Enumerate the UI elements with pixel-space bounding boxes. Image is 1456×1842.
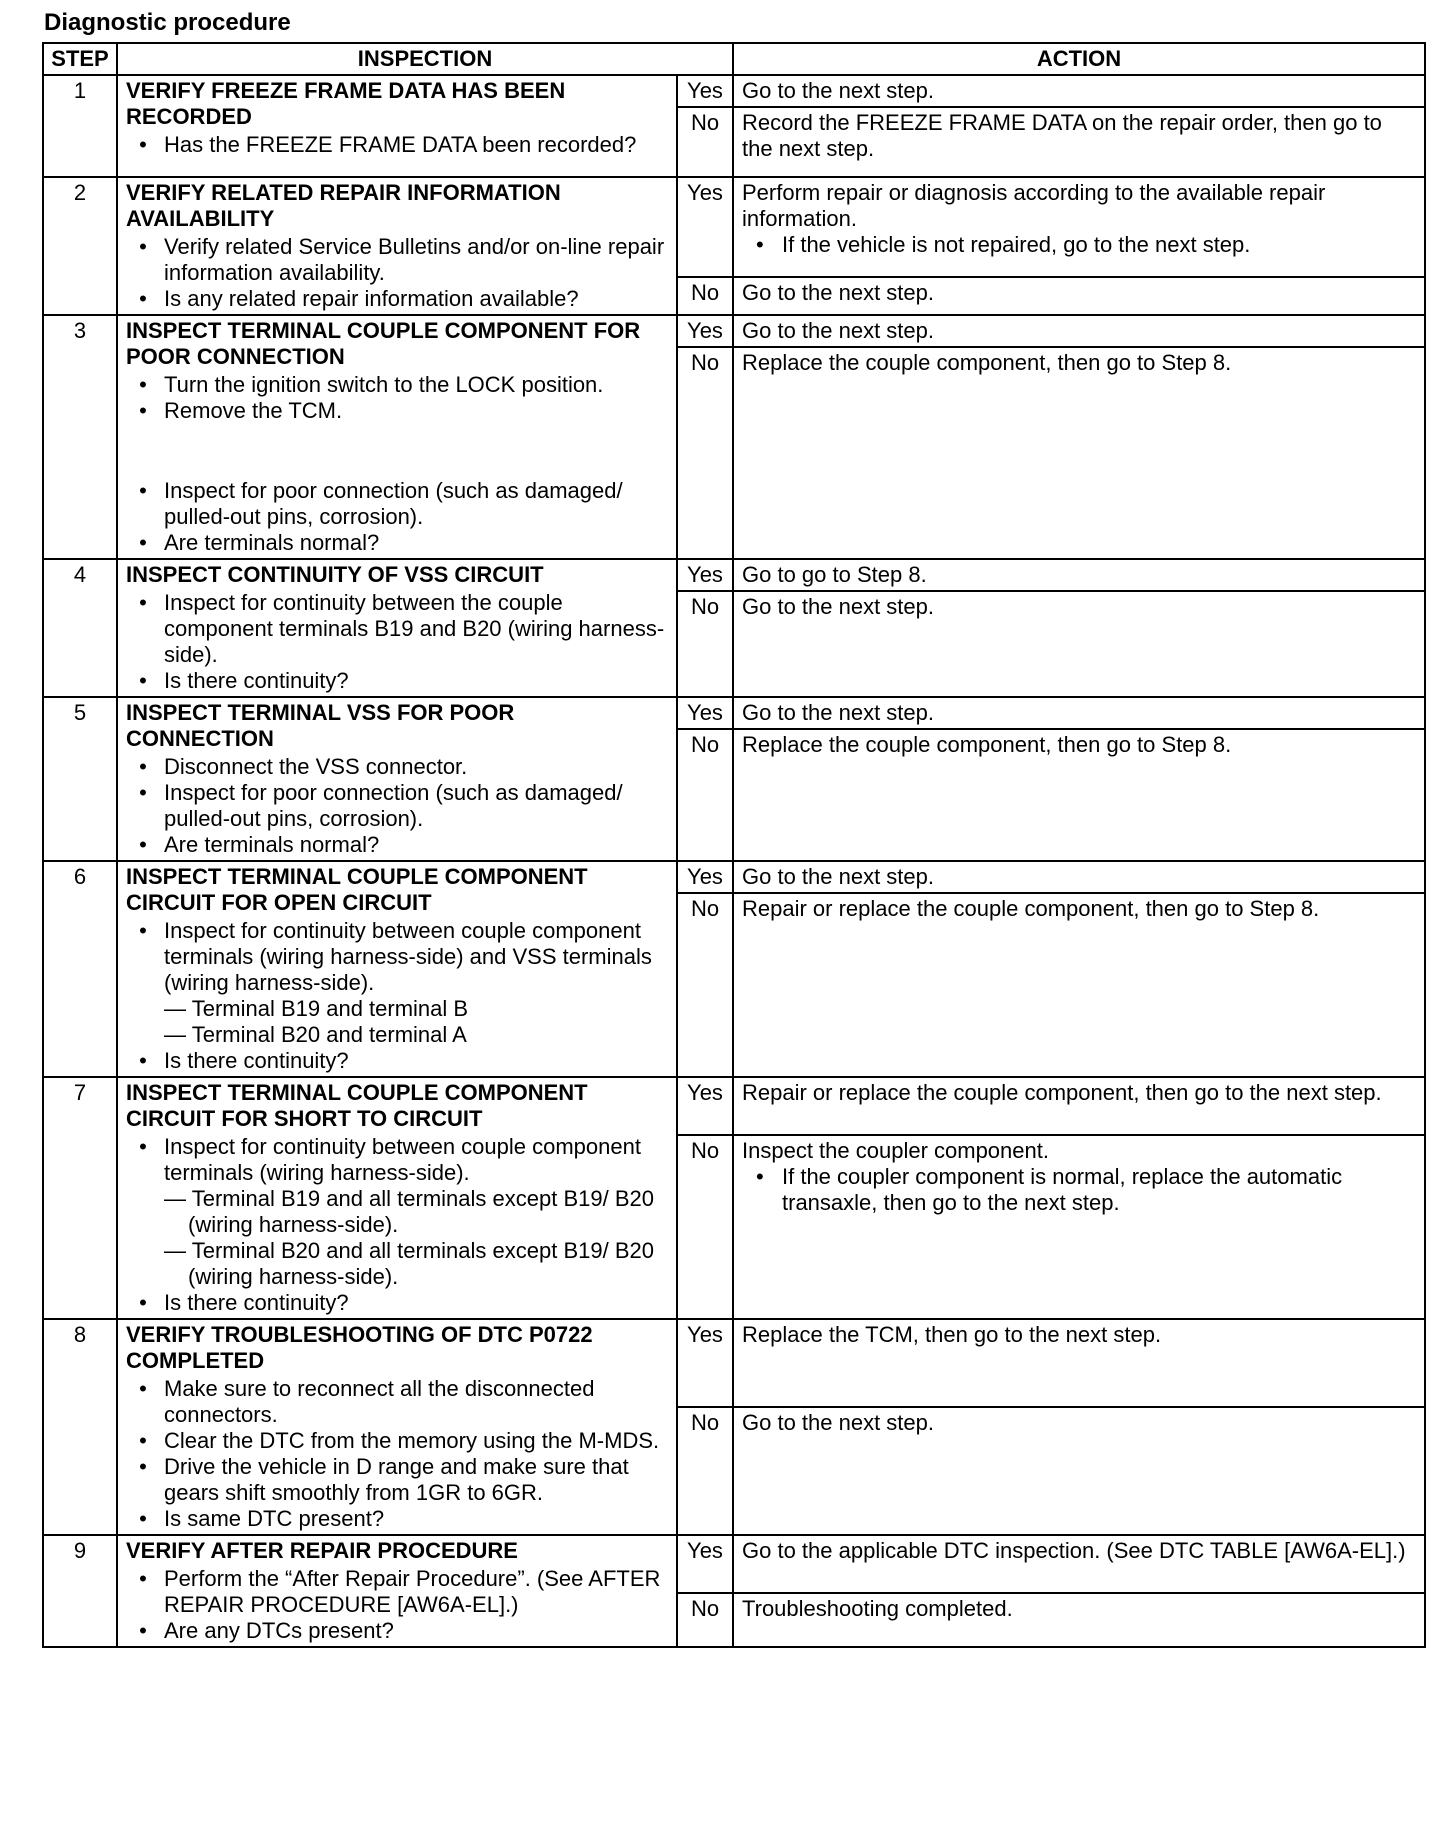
inspection-title: VERIFY FREEZE FRAME DATA HAS BEEN RECORDED xyxy=(126,78,566,129)
inspection-sub-item: — Terminal B19 and terminal B xyxy=(164,996,469,1021)
yes-action: Go to the next step. xyxy=(733,861,1425,893)
yes-action: Go to the next step. xyxy=(733,315,1425,347)
inspection-sub-item: — Terminal B19 and all terminals except B19/ B20 (wiring harness-side). xyxy=(164,1186,654,1237)
step-row-2-yes xyxy=(43,177,1425,277)
step-number: 9 xyxy=(43,1535,117,1647)
yes-label: Yes xyxy=(677,1319,733,1407)
header-row xyxy=(43,43,1425,75)
inspection-item: • Verify related Service Bulletins and/or on-line repair information availability. xyxy=(139,234,665,285)
action-sub-item: • If the vehicle is not repaired, go to the next step. xyxy=(756,232,1251,257)
inspection-cell xyxy=(117,1319,677,1535)
yes-action: Go to the applicable DTC inspection. (See DTC TABLE [AW6A-EL].) xyxy=(733,1535,1425,1593)
step-number: 6 xyxy=(43,861,117,1077)
step-row-1-yes xyxy=(43,75,1425,107)
step-row-7-yes xyxy=(43,1077,1425,1135)
action-sub-item: • If the coupler component is normal, replace the automatic transaxle, then go to the next step. xyxy=(756,1164,1343,1215)
step-row-3-yes xyxy=(43,315,1425,347)
inspection-item: • Perform the “After Repair Procedure”. (See AFTER REPAIR PROCEDURE [AW6A-EL].) xyxy=(139,1566,661,1617)
step-number: 3 xyxy=(43,315,117,559)
no-action: Replace the couple component, then go to Step 8. xyxy=(733,347,1425,559)
no-action: Troubleshooting completed. xyxy=(733,1593,1425,1647)
inspection-title: INSPECT CONTINUITY OF VSS CIRCUIT xyxy=(126,562,544,587)
inspection-title: INSPECT TERMINAL COUPLE COMPONENT CIRCUIT FOR OPEN CIRCUIT xyxy=(126,864,588,915)
yes-action: Replace the TCM, then go to the next step. xyxy=(733,1319,1425,1407)
inspection-cell xyxy=(117,559,677,697)
step-number: 8 xyxy=(43,1319,117,1535)
yes-action: Go to the next step. xyxy=(733,697,1425,729)
no-label: No xyxy=(677,729,733,861)
step-row-8-yes xyxy=(43,1319,1425,1407)
no-action: Replace the couple component, then go to Step 8. xyxy=(733,729,1425,861)
inspection-item: • Inspect for continuity between the couple component terminals B19 and B20 (wiring harness-side). xyxy=(139,590,665,667)
yes-label: Yes xyxy=(677,697,733,729)
inspection-sub-item: — Terminal B20 and all terminals except B19/ B20 (wiring harness-side). xyxy=(164,1238,654,1289)
no-label: No xyxy=(677,1407,733,1535)
inspection-cell xyxy=(117,177,677,315)
no-label: No xyxy=(677,347,733,559)
yes-label: Yes xyxy=(677,1535,733,1593)
yes-action: Repair or replace the couple component, then go to the next step. xyxy=(733,1077,1425,1135)
inspection-item: • Is same DTC present? xyxy=(139,1506,385,1531)
no-label: No xyxy=(677,591,733,697)
step-row-5-yes xyxy=(43,697,1425,729)
inspection-cell xyxy=(117,861,677,1077)
yes-label: Yes xyxy=(677,861,733,893)
inspection-title: VERIFY RELATED REPAIR INFORMATION AVAILABILITY xyxy=(126,180,561,231)
step-number: 1 xyxy=(43,75,117,177)
header-step: STEP xyxy=(43,43,117,75)
inspection-item: • Inspect for poor connection (such as damaged/ pulled-out pins, corrosion). xyxy=(139,780,623,831)
yes-action: Go to go to Step 8. xyxy=(733,559,1425,591)
yes-label: Yes xyxy=(677,177,733,277)
inspection-item: • Has the FREEZE FRAME DATA been recorded? xyxy=(139,132,637,157)
inspection-item: • Disconnect the VSS connector. xyxy=(139,754,468,779)
yes-action: Go to the next step. xyxy=(733,75,1425,107)
inspection-item: • Is any related repair information available? xyxy=(139,286,579,311)
step-row-9-yes xyxy=(43,1535,1425,1593)
inspection-title: INSPECT TERMINAL COUPLE COMPONENT FOR POOR CONNECTION xyxy=(126,318,641,369)
inspection-item: • Clear the DTC from the memory using the M-MDS. xyxy=(139,1428,660,1453)
yes-label: Yes xyxy=(677,1077,733,1135)
inspection-item: • Inspect for poor connection (such as damaged/ pulled-out pins, corrosion). xyxy=(139,478,623,529)
inspection-cell xyxy=(117,1535,677,1647)
no-action: Repair or replace the couple component, then go to Step 8. xyxy=(733,893,1425,1077)
inspection-item: • Is there continuity? xyxy=(139,668,349,693)
step-number: 7 xyxy=(43,1077,117,1319)
inspection-item: • Inspect for continuity between couple component terminals (wiring harness-side) and VSS terminals (wiring harness-side). — Terminal B19 and terminal B — Terminal B20 and terminal A xyxy=(164,918,668,1048)
no-label: No xyxy=(677,1135,733,1319)
inspection-sub-item: — Terminal B20 and terminal A xyxy=(164,1022,467,1047)
yes-label: Yes xyxy=(677,75,733,107)
inspection-item: • Are any DTCs present? xyxy=(139,1618,394,1643)
diagnostic-procedure-table xyxy=(42,42,1426,1648)
inspection-item: • Is there continuity? xyxy=(139,1048,349,1073)
step-number: 5 xyxy=(43,697,117,861)
header-action: ACTION xyxy=(733,43,1425,75)
no-action: Go to the next step. xyxy=(733,277,1425,315)
inspection-title: VERIFY AFTER REPAIR PROCEDURE xyxy=(126,1538,518,1563)
inspection-cell xyxy=(117,697,677,861)
no-label: No xyxy=(677,107,733,177)
no-action: Go to the next step. xyxy=(733,591,1425,697)
no-action: Inspect the coupler component. • If the coupler component is normal, replace the automatic transaxle, then go to the next step. xyxy=(733,1135,1425,1319)
inspection-item: • Inspect for continuity between couple component terminals (wiring harness-side). — Terminal B19 and all terminals except B19/ B20 (wiring harness-side). — Terminal B20 and all terminals except B19/ B20 (wiring harness-side). xyxy=(164,1134,668,1290)
inspection-title: VERIFY TROUBLESHOOTING OF DTC P0722 COMPLETED xyxy=(126,1322,593,1373)
inspection-cell xyxy=(117,1077,677,1319)
yes-label: Yes xyxy=(677,559,733,591)
step-row-6-yes xyxy=(43,861,1425,893)
page-title: Diagnostic procedure xyxy=(44,9,291,36)
inspection-item: • Are terminals normal? xyxy=(139,530,380,555)
no-label: No xyxy=(677,893,733,1077)
yes-action: Perform repair or diagnosis according to the available repair information. • If the vehicle is not repaired, go to the next step. xyxy=(733,177,1425,277)
step-number: 2 xyxy=(43,177,117,315)
inspection-title: INSPECT TERMINAL COUPLE COMPONENT CIRCUIT FOR SHORT TO CIRCUIT xyxy=(126,1080,588,1131)
inspection-cell xyxy=(117,75,677,177)
inspection-item: • Are terminals normal? xyxy=(139,832,380,857)
no-label: No xyxy=(677,277,733,315)
inspection-cell xyxy=(117,315,677,559)
no-label: No xyxy=(677,1593,733,1647)
yes-label: Yes xyxy=(677,315,733,347)
inspection-title: INSPECT TERMINAL VSS FOR POOR CONNECTION xyxy=(126,700,515,751)
step-number: 4 xyxy=(43,559,117,697)
inspection-item: • Make sure to reconnect all the disconnected connectors. xyxy=(139,1376,595,1427)
inspection-item: • Is there continuity? xyxy=(139,1290,349,1315)
no-action: Go to the next step. xyxy=(733,1407,1425,1535)
inspection-item: • Remove the TCM. xyxy=(139,398,343,423)
inspection-item: • Drive the vehicle in D range and make sure that gears shift smoothly from 1GR to 6GR. xyxy=(139,1454,629,1505)
inspection-item: • Turn the ignition switch to the LOCK position. xyxy=(139,372,604,397)
step-row-4-yes xyxy=(43,559,1425,591)
no-action: Record the FREEZE FRAME DATA on the repair order, then go to the next step. xyxy=(733,107,1425,177)
header-inspection: INSPECTION xyxy=(117,43,733,75)
